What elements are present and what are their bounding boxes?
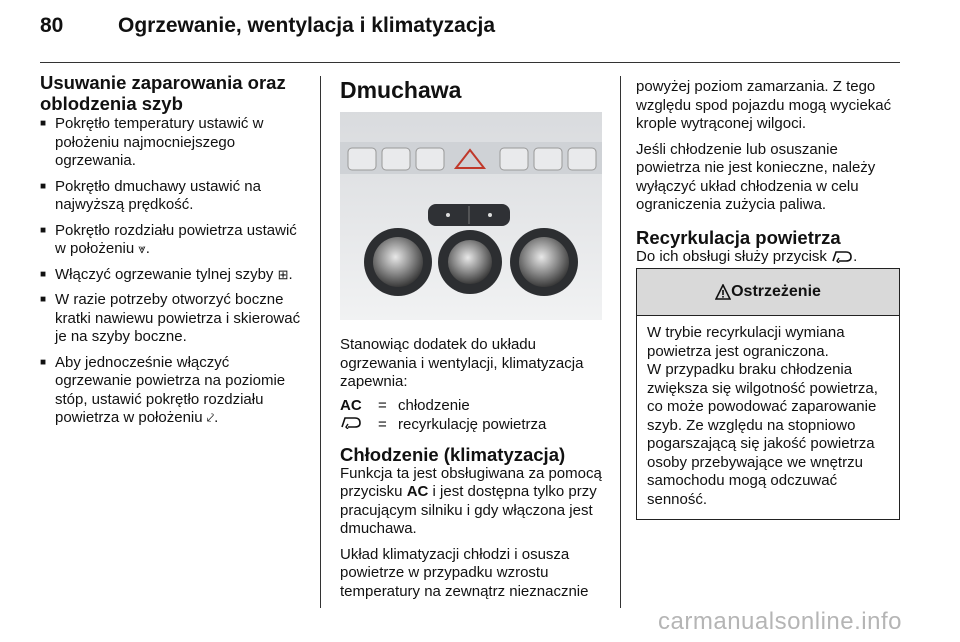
ac-label: AC [340,396,362,414]
cooling-paragraph: Funkcja ta jest obsługiwana za pomocą przycisku AC i jest dostępna tylko przy pracującym silniku i gdy włączona jest dmuchawa. [340,464,602,537]
warning-body: W trybie recyrkulacji wymiana powietrza jest ograniczona. W przypadku braku chłodzenia zwiększa się wilgotność powietrza, co może powodować zaparowanie szyb. Ze względu na stopniowo pogarszającą się jakość powietrza osoby przebywające we wnętrzu samochodu mogą odczuwać senność. [647,324,878,508]
page-title: Ogrzewanie, wentylacja i klimatyzacja [118,14,496,37]
rear-window-heat-icon: ⊞ [277,266,289,282]
page-number: 80 [40,14,64,37]
page-header [40,14,495,38]
list-item: ■ Aby jednocześnie włączyć ogrzewanie powietrza na poziomie stóp, ustawić pokrętło rozdziału powietrza w położeniu ⤦. [40,354,305,428]
column-blower [340,72,604,104]
section-heading-recirculation: Recyrkulacja powietrza [636,226,841,248]
definition-row: AC = chłodzenie [340,396,470,414]
recirculation-paragraph: Do ich obsługi służy przycisk . [636,247,858,265]
recirculation-icon [340,415,362,429]
cooling-paragraph-2: Układ klimatyzacji chłodzi i osusza powietrze w przypadku wzrostu temperatury na zewnątrz nieznacznie [340,545,589,600]
defrost-steps-list [40,115,305,428]
list-item: ■ Pokrętło rozdziału powietrza ustawić w położeniu ⩔. [40,222,305,259]
header-divider [40,62,900,63]
ac-off-paragraph: Jeśli chłodzenie lub osuszanie powietrza nie jest konieczne, należy wyłączyć układ chłodzenia w celu ograniczenia zużycia paliwa. [636,140,876,213]
definition-list [340,396,604,434]
windscreen-defrost-icon: ⩔ [138,241,146,256]
climate-control-panel-photo [340,112,602,320]
watermark: carmanualsonline.info [658,608,902,635]
warning-box [636,268,900,520]
list-item: ■ W razie potrzeby otworzyć boczne kratki nawiewu powietrza i skierować je na szyby boczne. [40,291,305,347]
blower-text [340,336,604,601]
section-heading-defrost: Usuwanie zaparowania oraz oblodzenia szyb [40,72,286,114]
climate-panel-illustration [340,112,602,320]
column-divider [320,76,321,608]
warning-header [637,269,899,316]
column-divider [620,76,621,608]
list-item: ■ Pokrętło dmuchawy ustawić na najwyższą prędkość. [40,178,305,215]
blower-intro: Stanowiąc dodatek do układu ogrzewania i wentylacji, klimatyzacja zapewnia: [340,336,584,390]
recirculation-icon [831,249,853,263]
continued-paragraph: powyżej poziom zamarzania. Z tego względu spod pojazdu mogą wyciekać krople wytrąconej wilgoci. [636,78,892,132]
list-item: ■ Włączyć ogrzewanie tylnej szyby ⊞. [40,266,305,285]
warning-triangle-icon [715,284,731,300]
section-heading-cooling: Chłodzenie (klimatyzacja) [340,443,566,465]
section-heading-blower: Dmuchawa [340,77,462,103]
footwell-defrost-icon: ⤦ [206,410,215,425]
warning-title: Ostrzeżenie [731,283,821,300]
column-defrost [40,72,305,435]
list-item: ■ Pokrętło temperatury ustawić w położeniu najmocniejszego ogrzewania. [40,115,305,171]
column-recirculation [636,78,904,266]
definition-row: = recyrkulację powietrza [340,415,604,434]
